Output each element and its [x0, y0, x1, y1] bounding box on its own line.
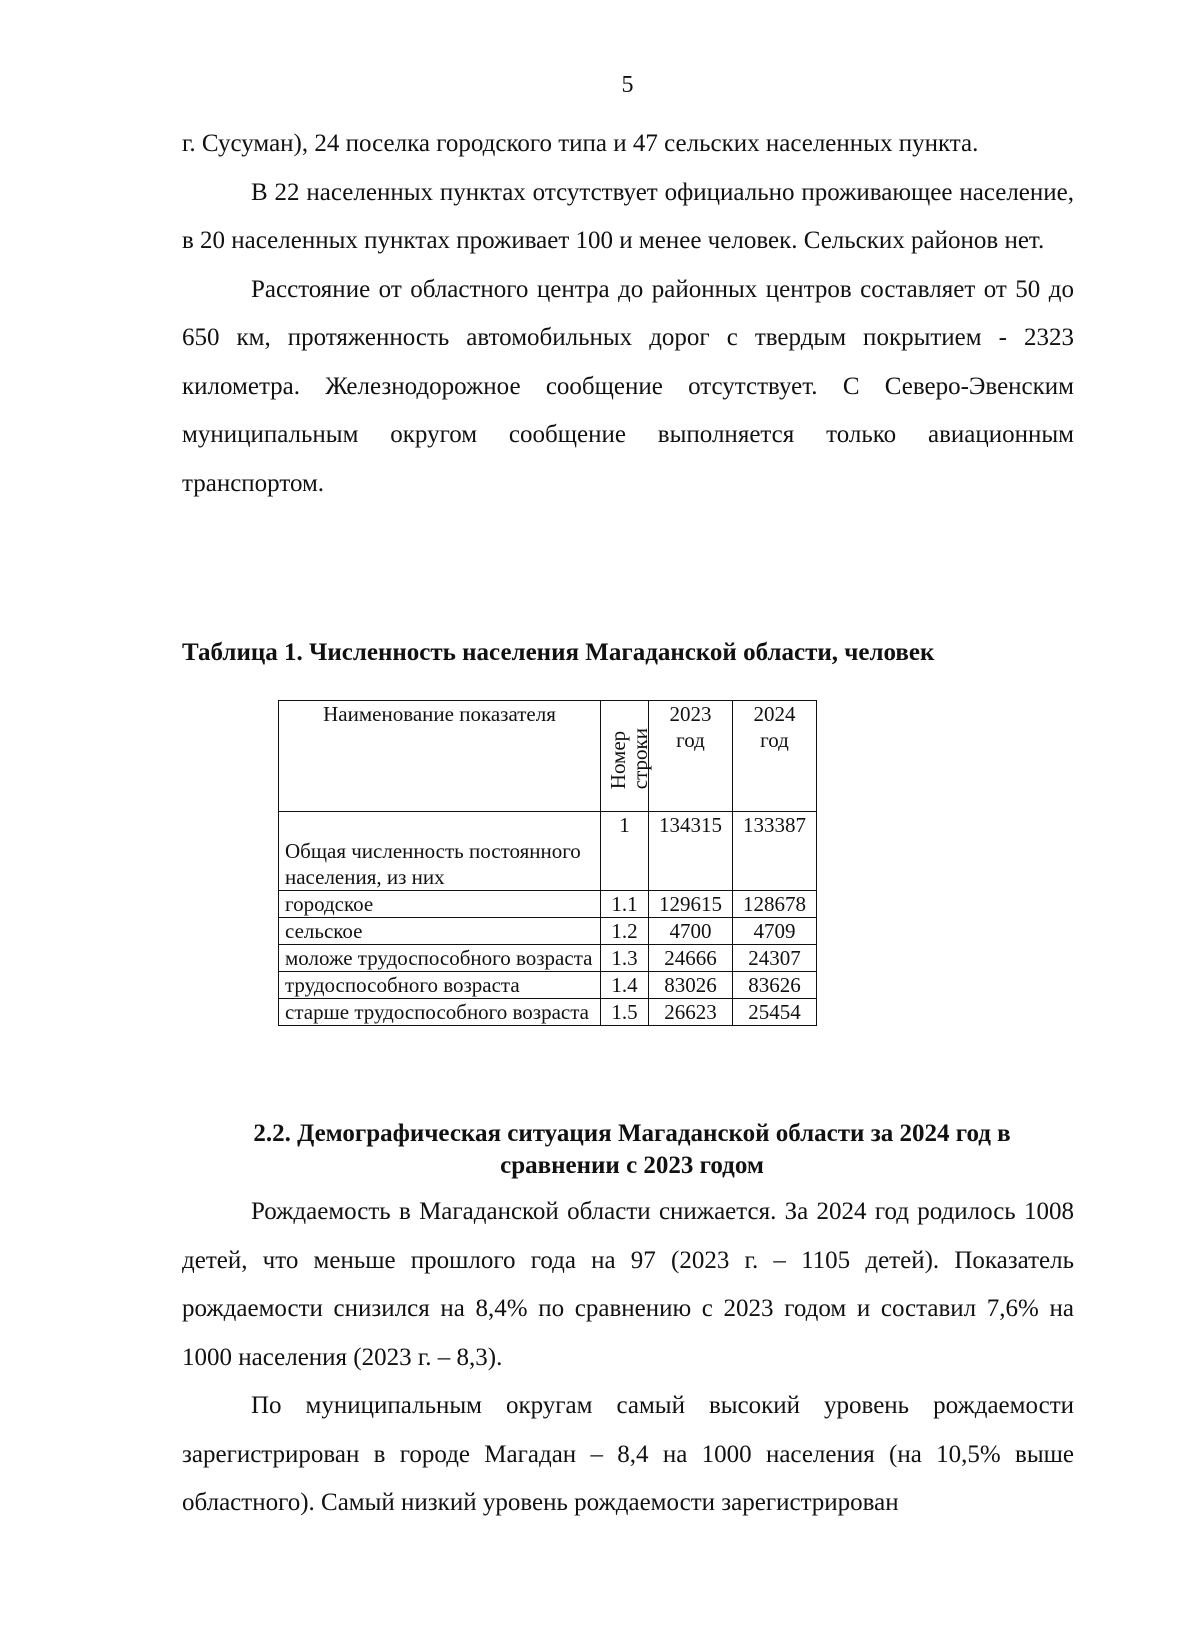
header-row-number-label: Номер строки: [606, 727, 652, 789]
table-row: [279, 891, 817, 918]
row-value-2023: 4700: [649, 918, 733, 945]
row-value-2023: 134315: [649, 812, 733, 891]
row-number: 1.4: [601, 972, 649, 999]
row-value-2024: 133387: [733, 812, 817, 891]
paragraph-continuation: г. Сусуман), 24 поселка городского типа и 47 сельских населенных пункта.: [182, 130, 979, 157]
row-value-2023: 83026: [649, 972, 733, 999]
table-row: [279, 972, 817, 999]
row-name: трудоспособного возраста: [279, 972, 601, 999]
row-name: сельское: [279, 918, 601, 945]
table-row: [279, 918, 817, 945]
paragraph-distances: Расстояние от областного центра до районных центров составляет от 50 до 650 км, протяженность автомобильных дорог с твердым покрытием - 2323 километра. Железнодорожное сообщение отсутствует. С Северо-Эвенским муниципальным округом сообщение выполняется только авиационным транспортом.: [182, 275, 1074, 497]
row-value-2023: 26623: [649, 999, 733, 1026]
row-number: 1: [601, 812, 649, 891]
header-2024: 2024 год: [733, 701, 817, 812]
row-value-2024: 25454: [733, 999, 817, 1026]
row-name: моложе трудоспособного возраста: [279, 945, 601, 972]
row-value-2024: 83626: [733, 972, 817, 999]
section-heading: [182, 1118, 1082, 1182]
table-row: [279, 999, 817, 1026]
table-row: [279, 945, 817, 972]
row-number: 1.2: [601, 918, 649, 945]
table-caption: Таблица 1. Численность населения Магаданской области, человек: [182, 639, 935, 666]
section-heading-line-1: 2.2. Демографическая ситуация Магаданской области за 2024 год в: [253, 1120, 1011, 1147]
paragraph-municipal: По муниципальным округам самый высокий уровень рождаемости зарегистрирован в городе Магадан – 8,4 на 1000 населения (на 10,5% выше областного). Самый низкий уровень рождаемости зарегистрирован: [182, 1392, 1074, 1516]
header-name: Наименование показателя: [279, 701, 601, 812]
row-value-2024: 4709: [733, 918, 817, 945]
header-2023: 2023 год: [649, 701, 733, 812]
row-number: 1.3: [601, 945, 649, 972]
paragraph-settlements: В 22 населенных пунктах отсутствует официально проживающее население, в 20 населенных пунктах проживает 100 и менее человек. Сельских районов нет.: [182, 178, 1074, 254]
row-number: 1.1: [601, 891, 649, 918]
row-number: 1.5: [601, 999, 649, 1026]
row-name: городское: [279, 891, 601, 918]
section-heading-line-2: сравнении с 2023 годом: [500, 1152, 764, 1179]
row-value-2024: 24307: [733, 945, 817, 972]
row-value-2023: 24666: [649, 945, 733, 972]
population-table: [278, 700, 817, 1026]
row-name: старше трудоспособного возраста: [279, 999, 601, 1026]
table-row: [279, 812, 817, 891]
row-value-2024: 128678: [733, 891, 817, 918]
paragraph-birth-rate: Рождаемость в Магаданской области снижается. За 2024 год родилось 1008 детей, что меньше прошлого года на 97 (2023 г. – 1105 детей). Показатель рождаемости снизился на 8,4% по сравнению с 2023 годом и составил 7,6% на 1000 населения (2023 г. – 8,3).: [182, 1198, 1074, 1371]
page-number: 5: [621, 72, 634, 98]
row-value-2023: 129615: [649, 891, 733, 918]
row-name: Общая численность постоянного населения, из них: [279, 812, 601, 891]
table-header-row: [279, 701, 817, 812]
text-block-bottom: [182, 1188, 1074, 1528]
header-row-number: [601, 701, 652, 812]
text-block-top: [182, 120, 1074, 508]
